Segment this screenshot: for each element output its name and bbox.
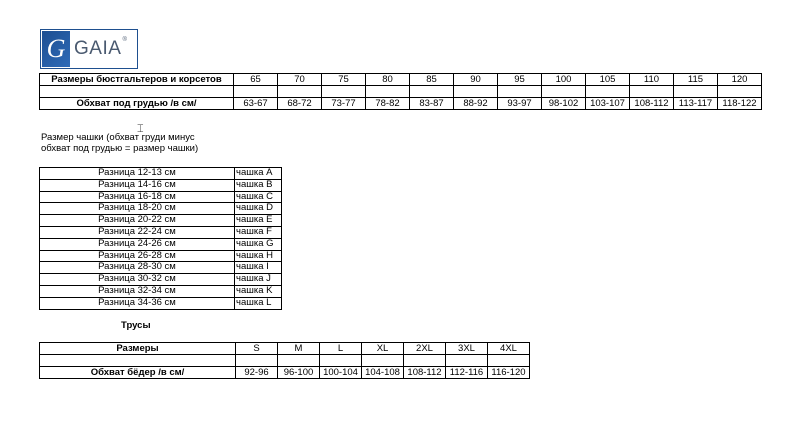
cup-row — [40, 226, 282, 238]
text-cursor-icon: ⌶ — [137, 123, 144, 135]
bra-girth-cell: 63-67 — [234, 98, 278, 110]
logo-text — [74, 37, 128, 60]
logo-registered-mark: ® — [122, 37, 128, 43]
briefs-size-table — [39, 342, 530, 379]
empty-cell — [278, 86, 322, 98]
briefs-size-cell: 3XL — [446, 343, 488, 355]
bra-girth-cell: 73-77 — [322, 98, 366, 110]
bra-size-table — [39, 73, 762, 110]
cup-letter: чашка J — [235, 274, 282, 286]
cup-letter: чашка H — [235, 250, 282, 262]
cup-letter: чашка K — [235, 285, 282, 297]
bra-size-row — [40, 74, 762, 86]
bra-size-cell: 65 — [234, 74, 278, 86]
cup-row — [40, 191, 282, 203]
empty-cell — [454, 86, 498, 98]
bra-girth-cell: 113-117 — [674, 98, 718, 110]
cup-note-line: Размер чашки (обхват груди минус — [41, 132, 195, 143]
briefs-girth-row — [40, 367, 530, 379]
cup-row — [40, 250, 282, 262]
briefs-girth-cell: 112-116 — [446, 367, 488, 379]
briefs-size-cell: 2XL — [404, 343, 446, 355]
briefs-girth-cell: 100-104 — [320, 367, 362, 379]
logo-wordmark: GAIA — [74, 38, 122, 59]
bra-size-cell: 70 — [278, 74, 322, 86]
bra-size-header: Размеры бюстгальтеров и корсетов — [40, 74, 234, 86]
cup-row — [40, 274, 282, 286]
cup-difference: Разница 12-13 cм — [40, 168, 235, 180]
briefs-size-cell: 4XL — [488, 343, 530, 355]
cup-note-line: обхват под грудью = размер чашки) — [41, 143, 199, 154]
empty-cell — [498, 86, 542, 98]
bra-girth-cell: 98-102 — [542, 98, 586, 110]
briefs-size-cell: XL — [362, 343, 404, 355]
cup-letter: чашка I — [235, 262, 282, 274]
cup-difference: Разница 32-34 cм — [40, 285, 235, 297]
empty-cell — [40, 86, 234, 98]
cup-letter: чашка L — [235, 297, 282, 309]
briefs-size-cell: L — [320, 343, 362, 355]
cup-difference: Разница 26-28 cм — [40, 250, 235, 262]
cup-row — [40, 262, 282, 274]
cup-size-table — [39, 167, 282, 310]
cup-letter: чашка E — [235, 215, 282, 227]
cup-size-note — [41, 132, 198, 154]
bra-size-cell: 110 — [630, 74, 674, 86]
briefs-girth-cell: 116-120 — [488, 367, 530, 379]
empty-cell — [488, 355, 530, 367]
briefs-section-title: Трусы — [121, 320, 151, 331]
bra-girth-cell: 68-72 — [278, 98, 322, 110]
bra-girth-cell: 78-82 — [366, 98, 410, 110]
cup-difference: Разница 20-22 cм — [40, 215, 235, 227]
bra-girth-cell: 88-92 — [454, 98, 498, 110]
cup-row — [40, 238, 282, 250]
briefs-size-cell: S — [236, 343, 278, 355]
briefs-girth-cell: 96-100 — [278, 367, 320, 379]
bra-girth-cell: 93-97 — [498, 98, 542, 110]
cup-letter: чашка B — [235, 179, 282, 191]
briefs-girth-cell: 108-112 — [404, 367, 446, 379]
bra-size-cell: 75 — [322, 74, 366, 86]
bra-girth-cell: 108-112 — [630, 98, 674, 110]
cup-letter: чашка F — [235, 226, 282, 238]
empty-cell — [362, 355, 404, 367]
briefs-girth-cell: 104-108 — [362, 367, 404, 379]
empty-cell — [236, 355, 278, 367]
empty-cell — [404, 355, 446, 367]
bra-size-cell: 90 — [454, 74, 498, 86]
bra-size-cell: 95 — [498, 74, 542, 86]
empty-cell — [278, 355, 320, 367]
empty-cell — [366, 86, 410, 98]
bra-girth-cell: 83-87 — [410, 98, 454, 110]
briefs-girth-header: Обхват бёдер /в см/ — [40, 367, 236, 379]
bra-girth-cell: 103-107 — [586, 98, 630, 110]
cup-difference: Разница 14-16 cм — [40, 179, 235, 191]
empty-cell — [322, 86, 366, 98]
bra-size-cell: 85 — [410, 74, 454, 86]
empty-cell — [320, 355, 362, 367]
briefs-size-row — [40, 343, 530, 355]
cup-letter: чашка G — [235, 238, 282, 250]
empty-cell — [410, 86, 454, 98]
empty-cell — [234, 86, 278, 98]
cup-row — [40, 179, 282, 191]
gaia-logo — [40, 29, 138, 69]
bra-girth-row — [40, 98, 762, 110]
briefs-size-cell: M — [278, 343, 320, 355]
empty-cell — [674, 86, 718, 98]
cup-difference: Разница 30-32 cм — [40, 274, 235, 286]
cup-row — [40, 215, 282, 227]
bra-girth-cell: 118-122 — [718, 98, 762, 110]
empty-cell — [446, 355, 488, 367]
briefs-girth-cell: 92-96 — [236, 367, 278, 379]
logo-mark: G — [42, 31, 70, 67]
cup-row — [40, 285, 282, 297]
cup-row — [40, 168, 282, 180]
empty-cell — [542, 86, 586, 98]
cup-row — [40, 203, 282, 215]
cup-difference: Разница 22-24 cм — [40, 226, 235, 238]
briefs-empty-row — [40, 355, 530, 367]
cup-difference: Разница 16-18 cм — [40, 191, 235, 203]
briefs-size-header: Размеры — [40, 343, 236, 355]
bra-size-cell: 100 — [542, 74, 586, 86]
empty-cell — [586, 86, 630, 98]
cup-difference: Разница 34-36 cм — [40, 297, 235, 309]
cup-row — [40, 297, 282, 309]
bra-girth-header: Обхват под грудью /в см/ — [40, 98, 234, 110]
cup-letter: чашка A — [235, 168, 282, 180]
bra-size-cell: 105 — [586, 74, 630, 86]
bra-size-cell: 120 — [718, 74, 762, 86]
empty-cell — [630, 86, 674, 98]
bra-size-cell: 115 — [674, 74, 718, 86]
cup-letter: чашка C — [235, 191, 282, 203]
cup-difference: Разница 28-30 cм — [40, 262, 235, 274]
empty-cell — [40, 355, 236, 367]
empty-cell — [718, 86, 762, 98]
bra-size-cell: 80 — [366, 74, 410, 86]
cup-letter: чашка D — [235, 203, 282, 215]
bra-empty-row — [40, 86, 762, 98]
cup-difference: Разница 24-26 cм — [40, 238, 235, 250]
cup-difference: Разница 18-20 cм — [40, 203, 235, 215]
